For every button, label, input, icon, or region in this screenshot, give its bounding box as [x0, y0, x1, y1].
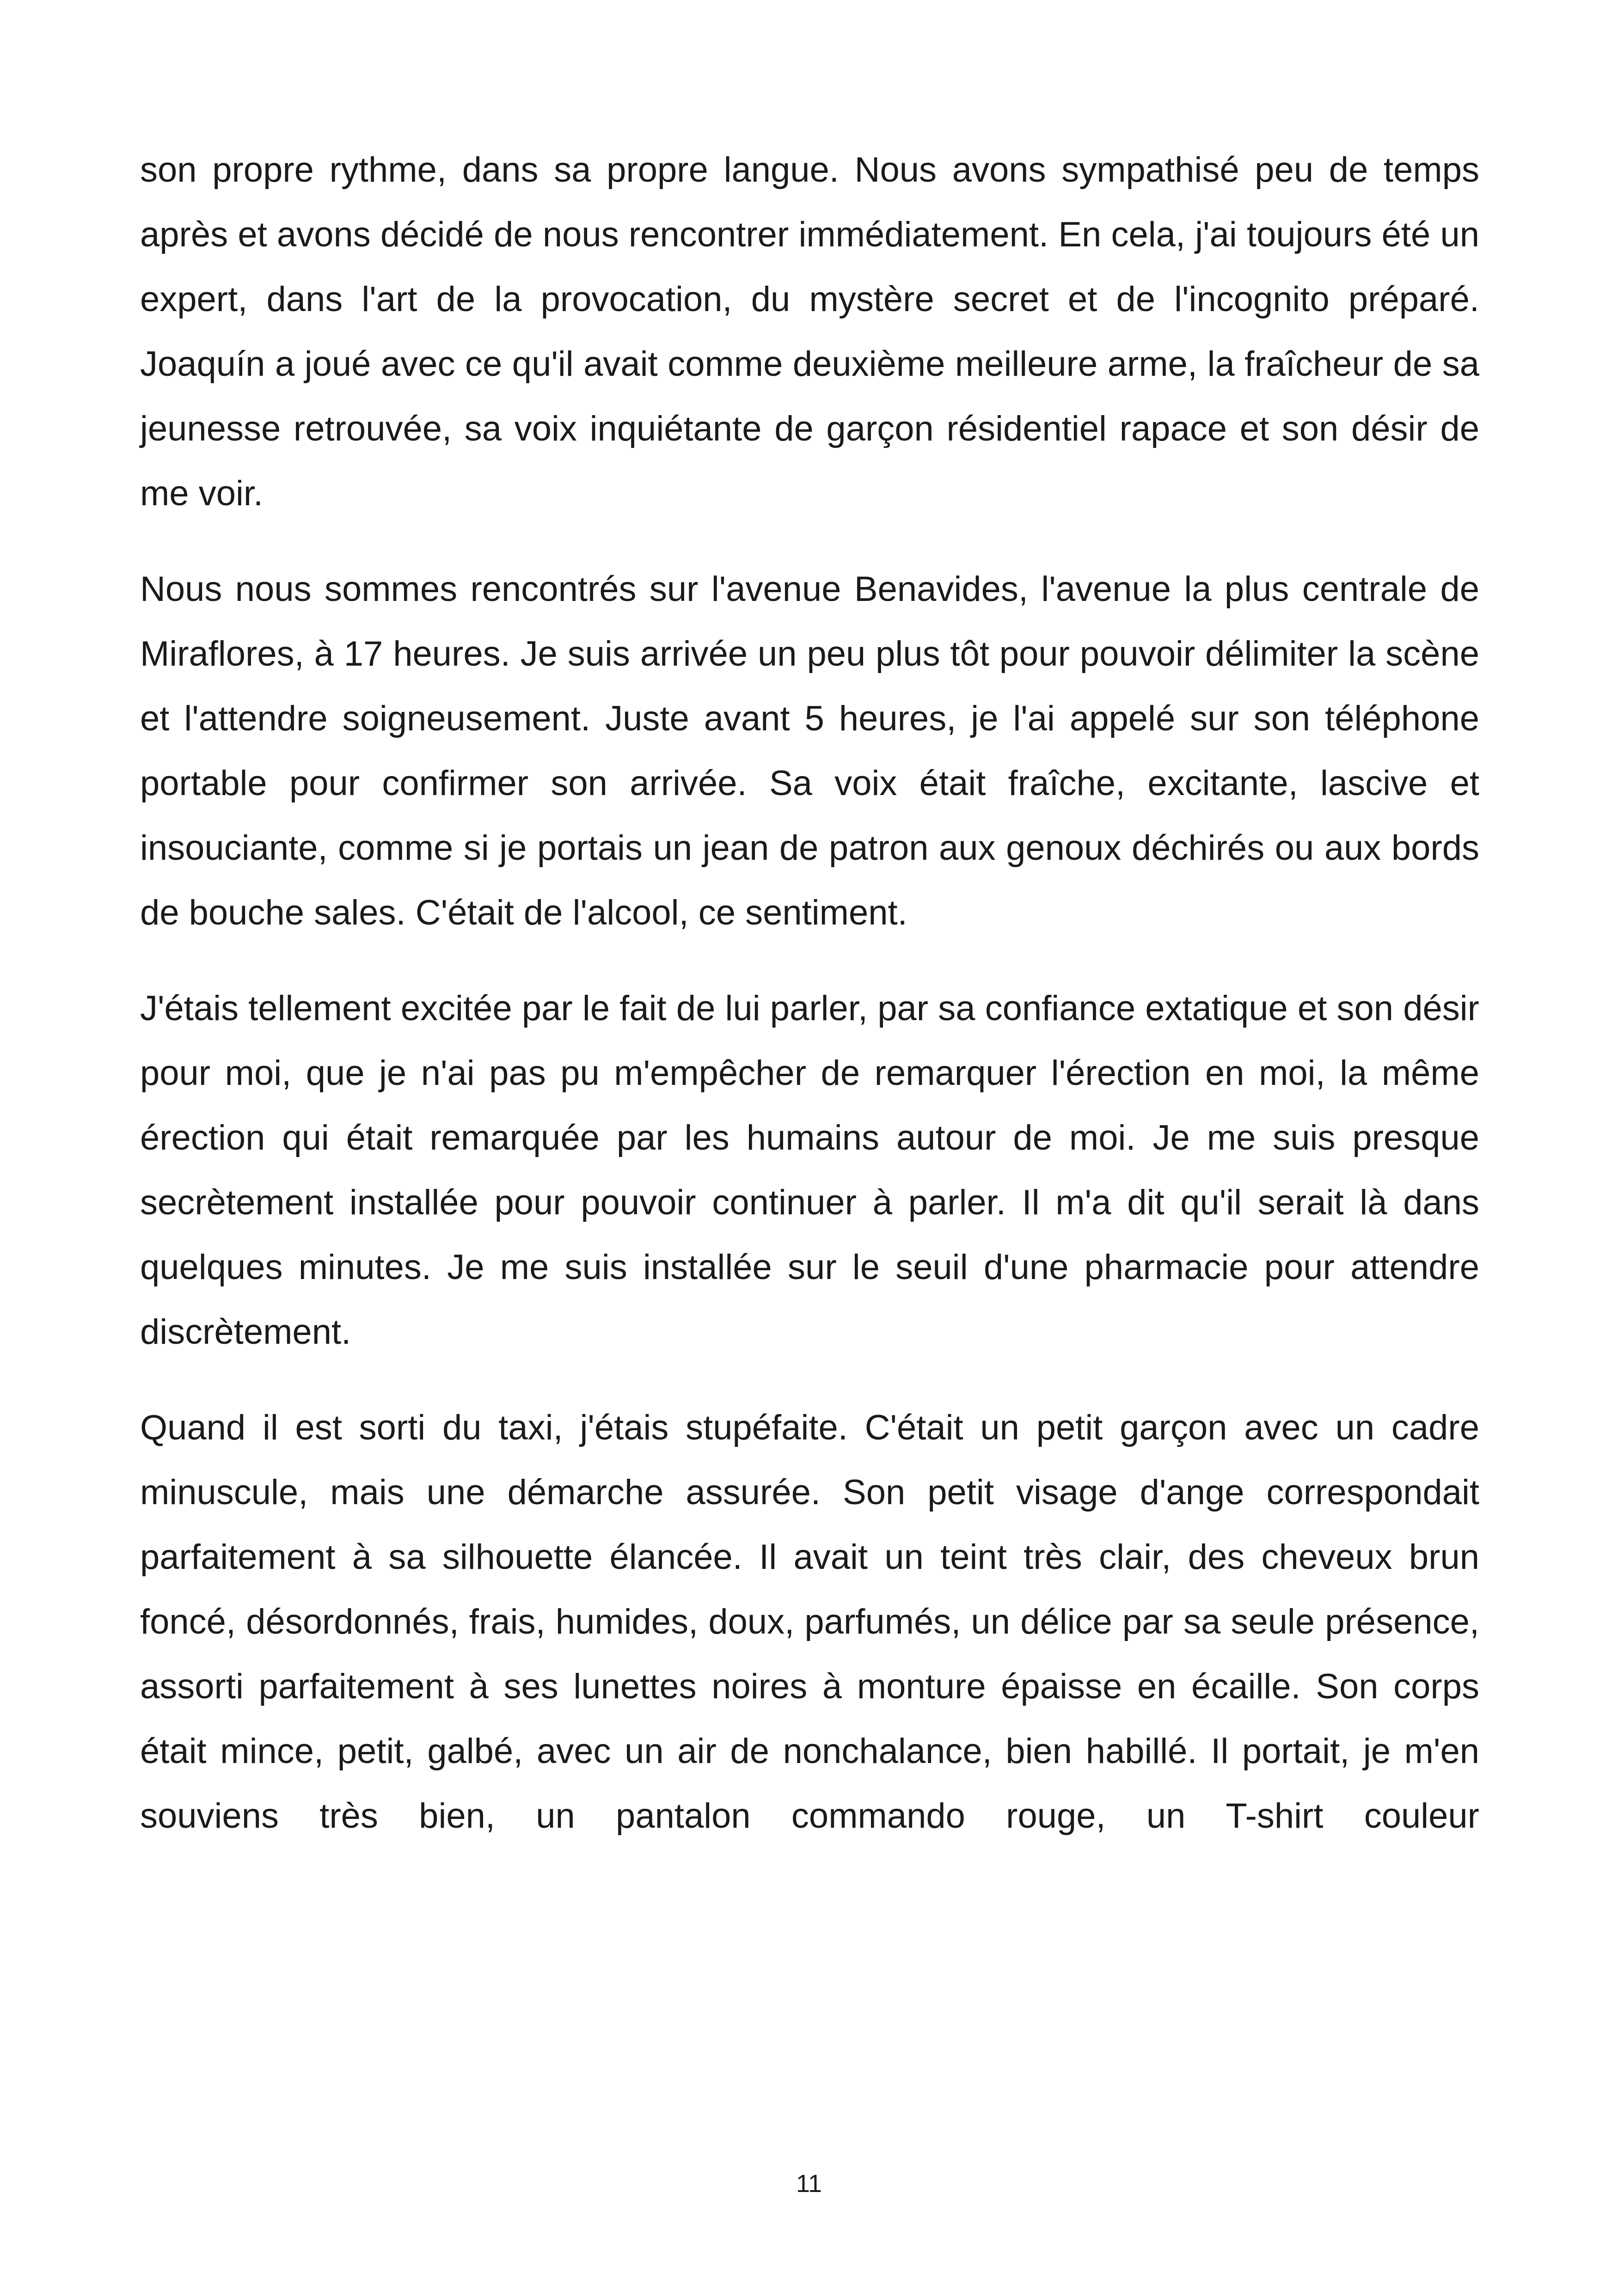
- body-text: [140, 138, 1479, 1880]
- paragraph-3: J'étais tellement excitée par le fait de lui parler, par sa confiance extatique et son désir pour moi, que je n'ai pas pu m'empêcher de remarquer l'érection en moi, la même érection qui était remarquée par les humains autour de moi. Je me suis presque secrètement installée pour pouvoir continuer à parler. Il m'a dit qu'il serait là dans quelques minutes. Je me suis installée sur le seuil d'une pharmacie pour attendre discrètement.: [140, 989, 1479, 1352]
- paragraph-4: Quand il est sorti du taxi, j'étais stupéfaite. C'était un petit garçon avec un cadre minuscule, mais une démarche assurée. Son petit visage d'ange correspondait parfaitement à sa silhouette élancée. Il avait un teint très clair, des cheveux brun foncé, désordonnés, frais, humides, doux, parfumés, un délice par sa seule présence, assorti parfaitement à ses lunettes noires à monture épaisse en écaille. Son corps était mince, petit, galbé, avec un air de nonchalance, bien habillé. Il portait, je m'en souviens très bien, un pantalon commando rouge, un T-shirt couleur: [140, 1408, 1479, 1836]
- paragraph-2: Nous nous sommes rencontrés sur l'avenue Benavides, l'avenue la plus centrale de Miraflores, à 17 heures. Je suis arrivée un peu plus tôt pour pouvoir délimiter la scène et l'attendre soigneusement. Juste avant 5 heures, je l'ai appelé sur son téléphone portable pour confirmer son arrivée. Sa voix était fraîche, excitante, lascive et insouciante, comme si je portais un jean de patron aux genoux déchirés ou aux bords de bouche sales. C'était de l'alcool, ce sentiment.: [140, 569, 1479, 932]
- paragraph-1: son propre rythme, dans sa propre langue. Nous avons sympathisé peu de temps après et avons décidé de nous rencontrer immédiatement. En cela, j'ai toujours été un expert, dans l'art de la provocation, du mystère secret et de l'incognito préparé. Joaquín a joué avec ce qu'il avait comme deuxième meilleure arme, la fraîcheur de sa jeunesse retrouvée, sa voix inquiétante de garçon résidentiel rapace et son désir de me voir.: [140, 150, 1479, 513]
- page-number: 11: [796, 2170, 822, 2198]
